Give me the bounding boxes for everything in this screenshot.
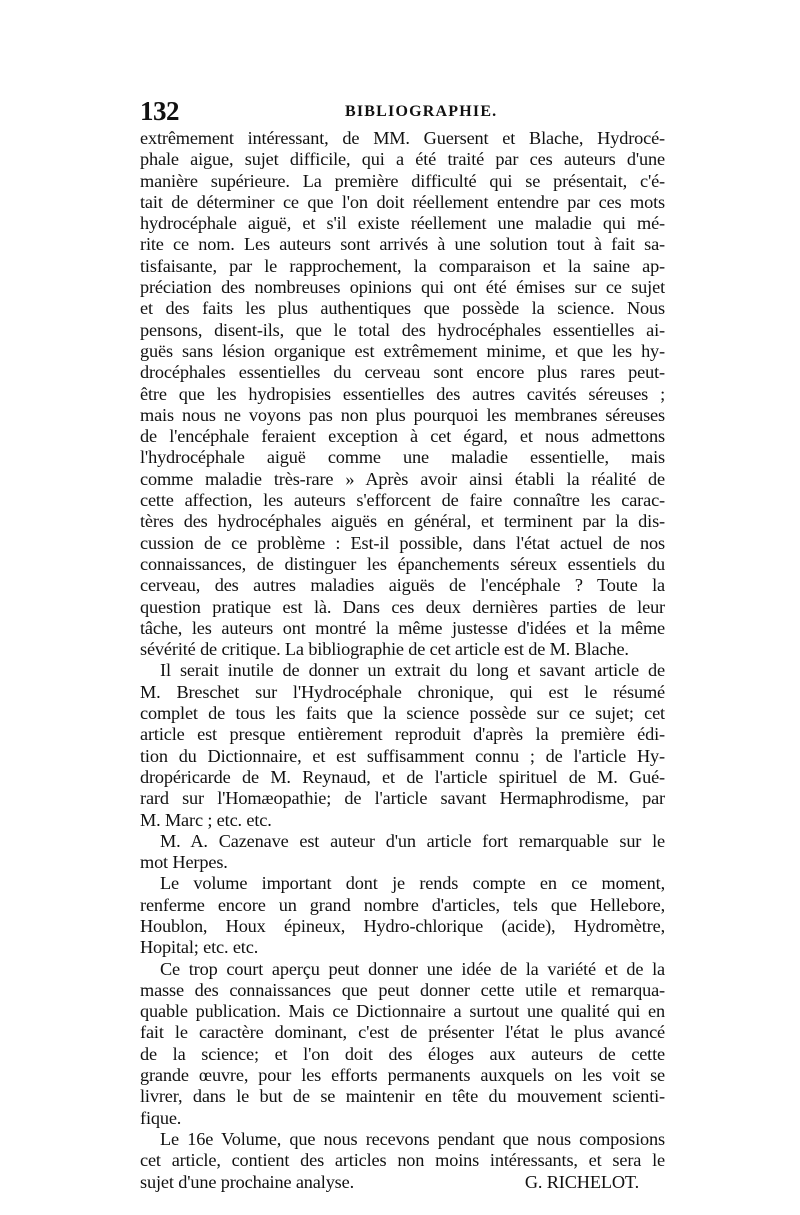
text-line bbox=[140, 511, 665, 532]
text-line-content: M. A. Cazenave est auteur d'un article fort remarquable sur le bbox=[160, 830, 665, 851]
text-line-content: fait le caractère dominant, c'est de présenter l'état le plus avancé bbox=[140, 1022, 665, 1043]
text-line bbox=[140, 1022, 665, 1043]
text-line-content: comme maladie très-rare » Après avoir ainsi établi la réalité de bbox=[140, 468, 665, 489]
body-text bbox=[140, 128, 665, 1193]
text-line-content: être que les hydropisies essentielles des autres cavités séreuses ; bbox=[140, 383, 665, 404]
text-line-content: fique. bbox=[140, 1107, 182, 1128]
text-line-content: et des faits les plus authentiques que possède la science. Nous bbox=[140, 298, 665, 319]
text-line-content: tisfaisante, par le rapprochement, la comparaison et la saine ap- bbox=[140, 255, 665, 276]
text-line-content: complet de tous les faits que la science possède sur ce sujet; cet bbox=[140, 703, 665, 724]
text-line bbox=[140, 1172, 665, 1193]
text-line bbox=[140, 1086, 665, 1107]
text-line bbox=[140, 660, 665, 681]
text-line bbox=[140, 490, 665, 511]
text-line-content: hydrocéphale aiguë, et s'il existe réellement une maladie qui mé- bbox=[140, 213, 665, 234]
text-line bbox=[140, 469, 665, 490]
text-line bbox=[140, 788, 665, 809]
text-line bbox=[140, 937, 665, 958]
text-line-content: masse des connaissances que peut donner cette utile et remarqua- bbox=[140, 979, 665, 1000]
text-line bbox=[140, 1129, 665, 1150]
page-number: 132 bbox=[140, 96, 179, 126]
text-line bbox=[140, 746, 665, 767]
text-line-content: livrer, dans le but de se maintenir en tête du mouvement scienti- bbox=[140, 1086, 665, 1107]
text-line bbox=[140, 724, 665, 745]
text-line-content: Le 16e Volume, que nous recevons pendant que nous composions bbox=[160, 1128, 665, 1149]
text-line bbox=[140, 873, 665, 894]
text-line-content: grande œuvre, pour les efforts permanents auxquels on les voit se bbox=[140, 1065, 665, 1086]
text-line-content: drocéphales essentielles du cerveau sont encore plus rares peut- bbox=[140, 362, 665, 383]
text-line bbox=[140, 320, 665, 341]
text-line bbox=[140, 597, 665, 618]
text-line-content: sévérité de critique. La bibliographie de cet article est de M. Blache. bbox=[140, 639, 629, 660]
text-line-content: phale aigue, sujet difficile, qui a été traité par ces auteurs d'une bbox=[140, 149, 665, 170]
text-line-content: connaissances, de distinguer les épanchements séreux essentiels du bbox=[140, 553, 665, 574]
text-line-content: rite ce nom. Les auteurs sont arrivés à une solution tout à fait sa- bbox=[140, 234, 665, 255]
text-line-content: cussion de ce problème : Est-il possible, dans l'état actuel de nos bbox=[140, 532, 665, 553]
text-line bbox=[140, 1108, 665, 1129]
text-line bbox=[140, 682, 665, 703]
text-line bbox=[140, 128, 665, 149]
text-line-content: cette affection, les auteurs s'efforcent de faire connaître les carac- bbox=[140, 490, 665, 511]
text-line bbox=[140, 1065, 665, 1086]
text-line-content: de l'encéphale feraient exception à cet égard, et nous admettons bbox=[140, 426, 665, 447]
text-line-content: rard sur l'Homæopathie; de l'article savant Hermaphrodisme, par bbox=[140, 788, 665, 809]
text-line-content: M. Marc ; etc. etc. bbox=[140, 809, 272, 830]
text-line bbox=[140, 1001, 665, 1022]
text-line bbox=[140, 852, 665, 873]
text-line-content: cet article, contient des articles non moins intéressants, et sera le bbox=[140, 1150, 665, 1171]
text-line bbox=[140, 426, 665, 447]
text-line-content: Le volume important dont je rends compte en ce moment, bbox=[160, 873, 665, 894]
text-line-content: extrêmement intéressant, de MM. Guersent et Blache, Hydrocé- bbox=[140, 128, 665, 148]
text-line-content: tères des hydrocéphales aiguës en général, et terminent par la dis- bbox=[140, 511, 665, 532]
text-line bbox=[140, 256, 665, 277]
text-line bbox=[140, 533, 665, 554]
author-signature: G. RICHELOT. bbox=[524, 1171, 639, 1192]
text-line-content: mais nous ne voyons pas non plus pourquoi les membranes séreuses bbox=[140, 404, 665, 425]
text-line-content: cerveau, des autres maladies aiguës de l'encéphale ? Toute la bbox=[140, 575, 665, 596]
text-line bbox=[140, 618, 665, 639]
text-line-content: tion du Dictionnaire, et est suffisamment connu ; de l'article Hy- bbox=[140, 745, 665, 766]
text-line bbox=[140, 341, 665, 362]
text-line bbox=[140, 554, 665, 575]
text-line-content: Il serait inutile de donner un extrait du long et savant article de bbox=[160, 660, 665, 681]
text-line bbox=[140, 192, 665, 213]
text-line-content: tait de déterminer ce que l'on doit réellement entendre par ces mots bbox=[140, 191, 665, 212]
text-line bbox=[140, 980, 665, 1001]
text-line-content: de la science; et l'on doit des éloges aux auteurs de cette bbox=[140, 1043, 665, 1064]
text-line bbox=[140, 171, 665, 192]
text-line bbox=[140, 810, 665, 831]
text-line-content: question pratique est là. Dans ces deux dernières parties de leur bbox=[140, 596, 665, 617]
text-line-content: M. Breschet sur l'Hydrocéphale chronique, qui est le résumé bbox=[140, 681, 665, 702]
text-line bbox=[140, 959, 665, 980]
text-line bbox=[140, 362, 665, 383]
text-line bbox=[140, 1150, 665, 1171]
text-line bbox=[140, 213, 665, 234]
text-line-content: manière supérieure. La première difficulté qui se présentait, c'é- bbox=[140, 170, 665, 191]
text-line-content: Ce trop court aperçu peut donner une idée de la variété et de la bbox=[160, 958, 665, 979]
text-line-content: mot Herpes. bbox=[140, 852, 228, 873]
text-line bbox=[140, 575, 665, 596]
text-line bbox=[140, 916, 665, 937]
text-line-content: renferme encore un grand nombre d'articles, tels que Hellebore, bbox=[140, 894, 665, 915]
text-line-content: article est presque entièrement reproduit d'après la première édi- bbox=[140, 724, 665, 745]
text-line-content: tâche, les auteurs ont montré la même justesse d'idées et la même bbox=[140, 617, 665, 638]
text-line-content: quable publication. Mais ce Dictionnaire a surtout une qualité qui en bbox=[140, 1001, 665, 1022]
text-line bbox=[140, 277, 665, 298]
text-line-content: dropéricarde de M. Reynaud, et de l'article spirituel de M. Gué- bbox=[140, 766, 665, 787]
text-line bbox=[140, 405, 665, 426]
text-line-content: guës sans lésion organique est extrêmement minime, et que les hy- bbox=[140, 340, 665, 361]
text-line bbox=[140, 149, 665, 170]
text-line bbox=[140, 831, 665, 852]
text-line bbox=[140, 767, 665, 788]
text-line-content: pensons, disent-ils, que le total des hydrocéphales essentielles ai- bbox=[140, 319, 665, 340]
running-head: BIBLIOGRAPHIE. bbox=[345, 103, 498, 120]
text-line-content: l'hydrocéphale aiguë comme une maladie essentielle, mais bbox=[140, 447, 665, 468]
text-line bbox=[140, 384, 665, 405]
text-line bbox=[140, 298, 665, 319]
text-line bbox=[140, 703, 665, 724]
page-header bbox=[140, 96, 665, 126]
text-line-content: préciation des nombreuses opinions qui ont été émises sur ce sujet bbox=[140, 277, 665, 298]
text-line bbox=[140, 895, 665, 916]
text-line bbox=[140, 234, 665, 255]
text-line bbox=[140, 447, 665, 468]
text-line-content: Houblon, Houx épineux, Hydro-chlorique (acide), Hydromètre, bbox=[140, 915, 665, 936]
text-line-content: sujet d'une prochaine analyse. bbox=[140, 1171, 355, 1192]
text-line bbox=[140, 1044, 665, 1065]
text-line-content: Hopital; etc. etc. bbox=[140, 937, 259, 958]
text-line bbox=[140, 639, 665, 660]
